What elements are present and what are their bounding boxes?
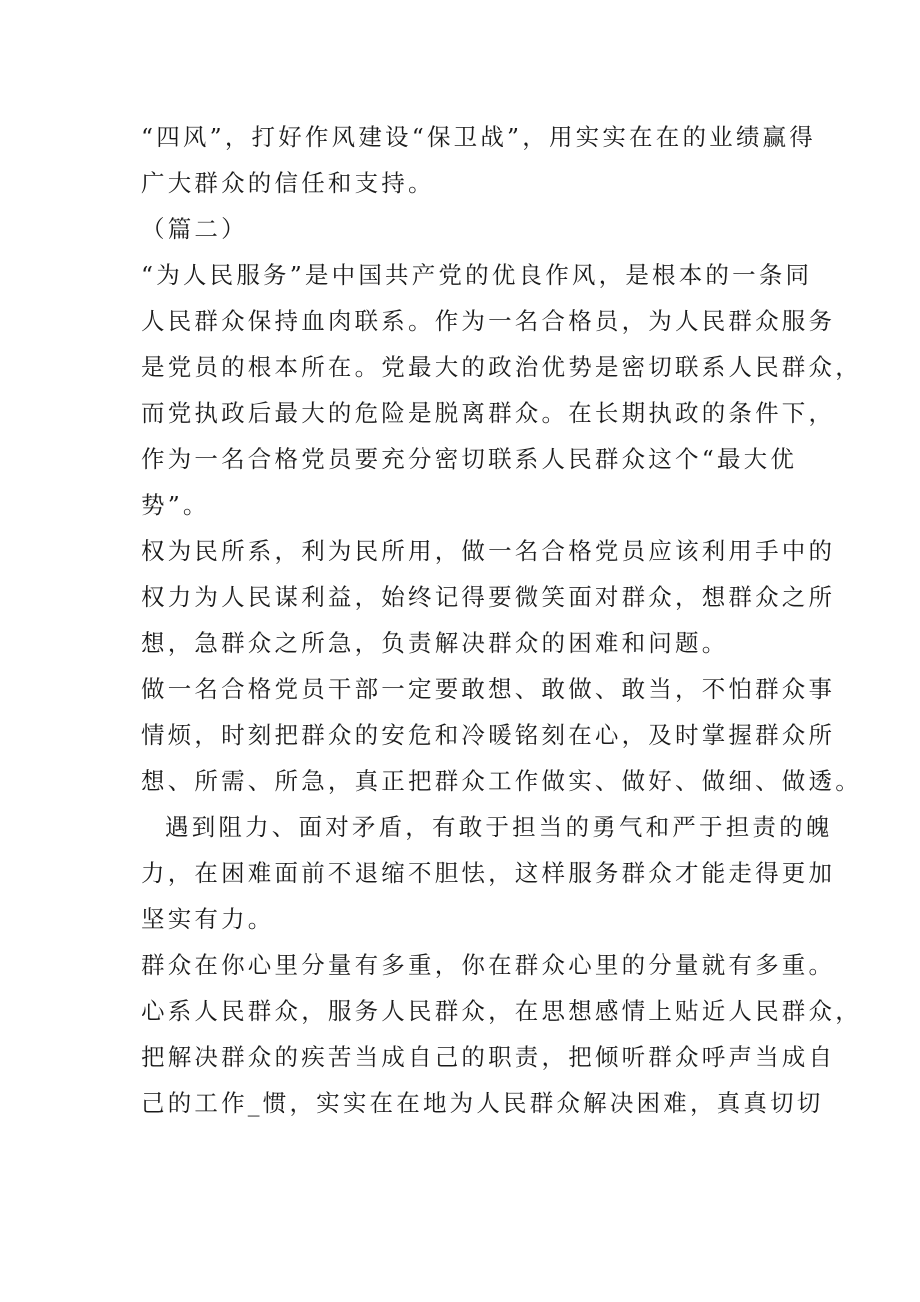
text-line: “为人民服务”是中国共产党的优良作风，是根本的一条同 xyxy=(141,261,813,289)
text-line: 而党执政后最大的危险是脱离群众。在长期执政的条件下， xyxy=(141,399,836,427)
text-line: 想，急群众之所急，负责解决群众的困难和问题。 xyxy=(141,629,729,657)
text-line: 心系人民群众，服务人民群众，在思想感情上贴近人民群众， xyxy=(141,997,862,1025)
text-line: 力，在困难面前不退缩不胆怯，这样服务群众才能走得更加 xyxy=(141,859,836,887)
section-heading: （篇二） xyxy=(141,215,248,243)
text-line: 人民群众保持血肉联系。作为一名合格员，为人民群众服务 xyxy=(141,307,836,335)
text-line: 情烦，时刻把群众的安危和冷暖铭刻在心，及时掌握群众所 xyxy=(141,721,836,749)
document-body xyxy=(141,114,862,1126)
text-line: 权为民所系，利为民所用，做一名合格党员应该利用手中的 xyxy=(141,537,836,565)
text-line: 广大群众的信任和支持。 xyxy=(141,169,435,197)
text-line: 遇到阻力、面对矛盾，有敢于担当的勇气和严于担责的魄 xyxy=(165,813,833,841)
text-line: “四风”，打好作风建设“保卫战”，用实实在在的业绩赢得 xyxy=(141,123,816,151)
text-line: 想、所需、所急，真正把群众工作做实、做好、做细、做透。 xyxy=(141,767,862,795)
text-line: 权力为人民谋利益，始终记得要微笑面对群众，想群众之所 xyxy=(141,583,836,611)
text-line: 做一名合格党员干部一定要敢想、敢做、敢当，不怕群众事 xyxy=(141,675,836,703)
text-line: 群众在你心里分量有多重，你在群众心里的分量就有多重。 xyxy=(141,951,836,979)
text-line: 把解决群众的疾苦当成自己的职责，把倾听群众呼声当成自 xyxy=(141,1043,836,1071)
text-line: 作为一名合格党员要充分密切联系人民群众这个“最大优 xyxy=(141,445,798,473)
text-line: 是党员的根本所在。党最大的政治优势是密切联系人民群众， xyxy=(141,353,862,381)
text-line: 己的工作_惯，实实在在地为人民群众解决困难，真真切切 xyxy=(141,1089,824,1117)
text-line: 势”。 xyxy=(141,491,210,519)
text-line: 坚实有力。 xyxy=(141,905,275,933)
